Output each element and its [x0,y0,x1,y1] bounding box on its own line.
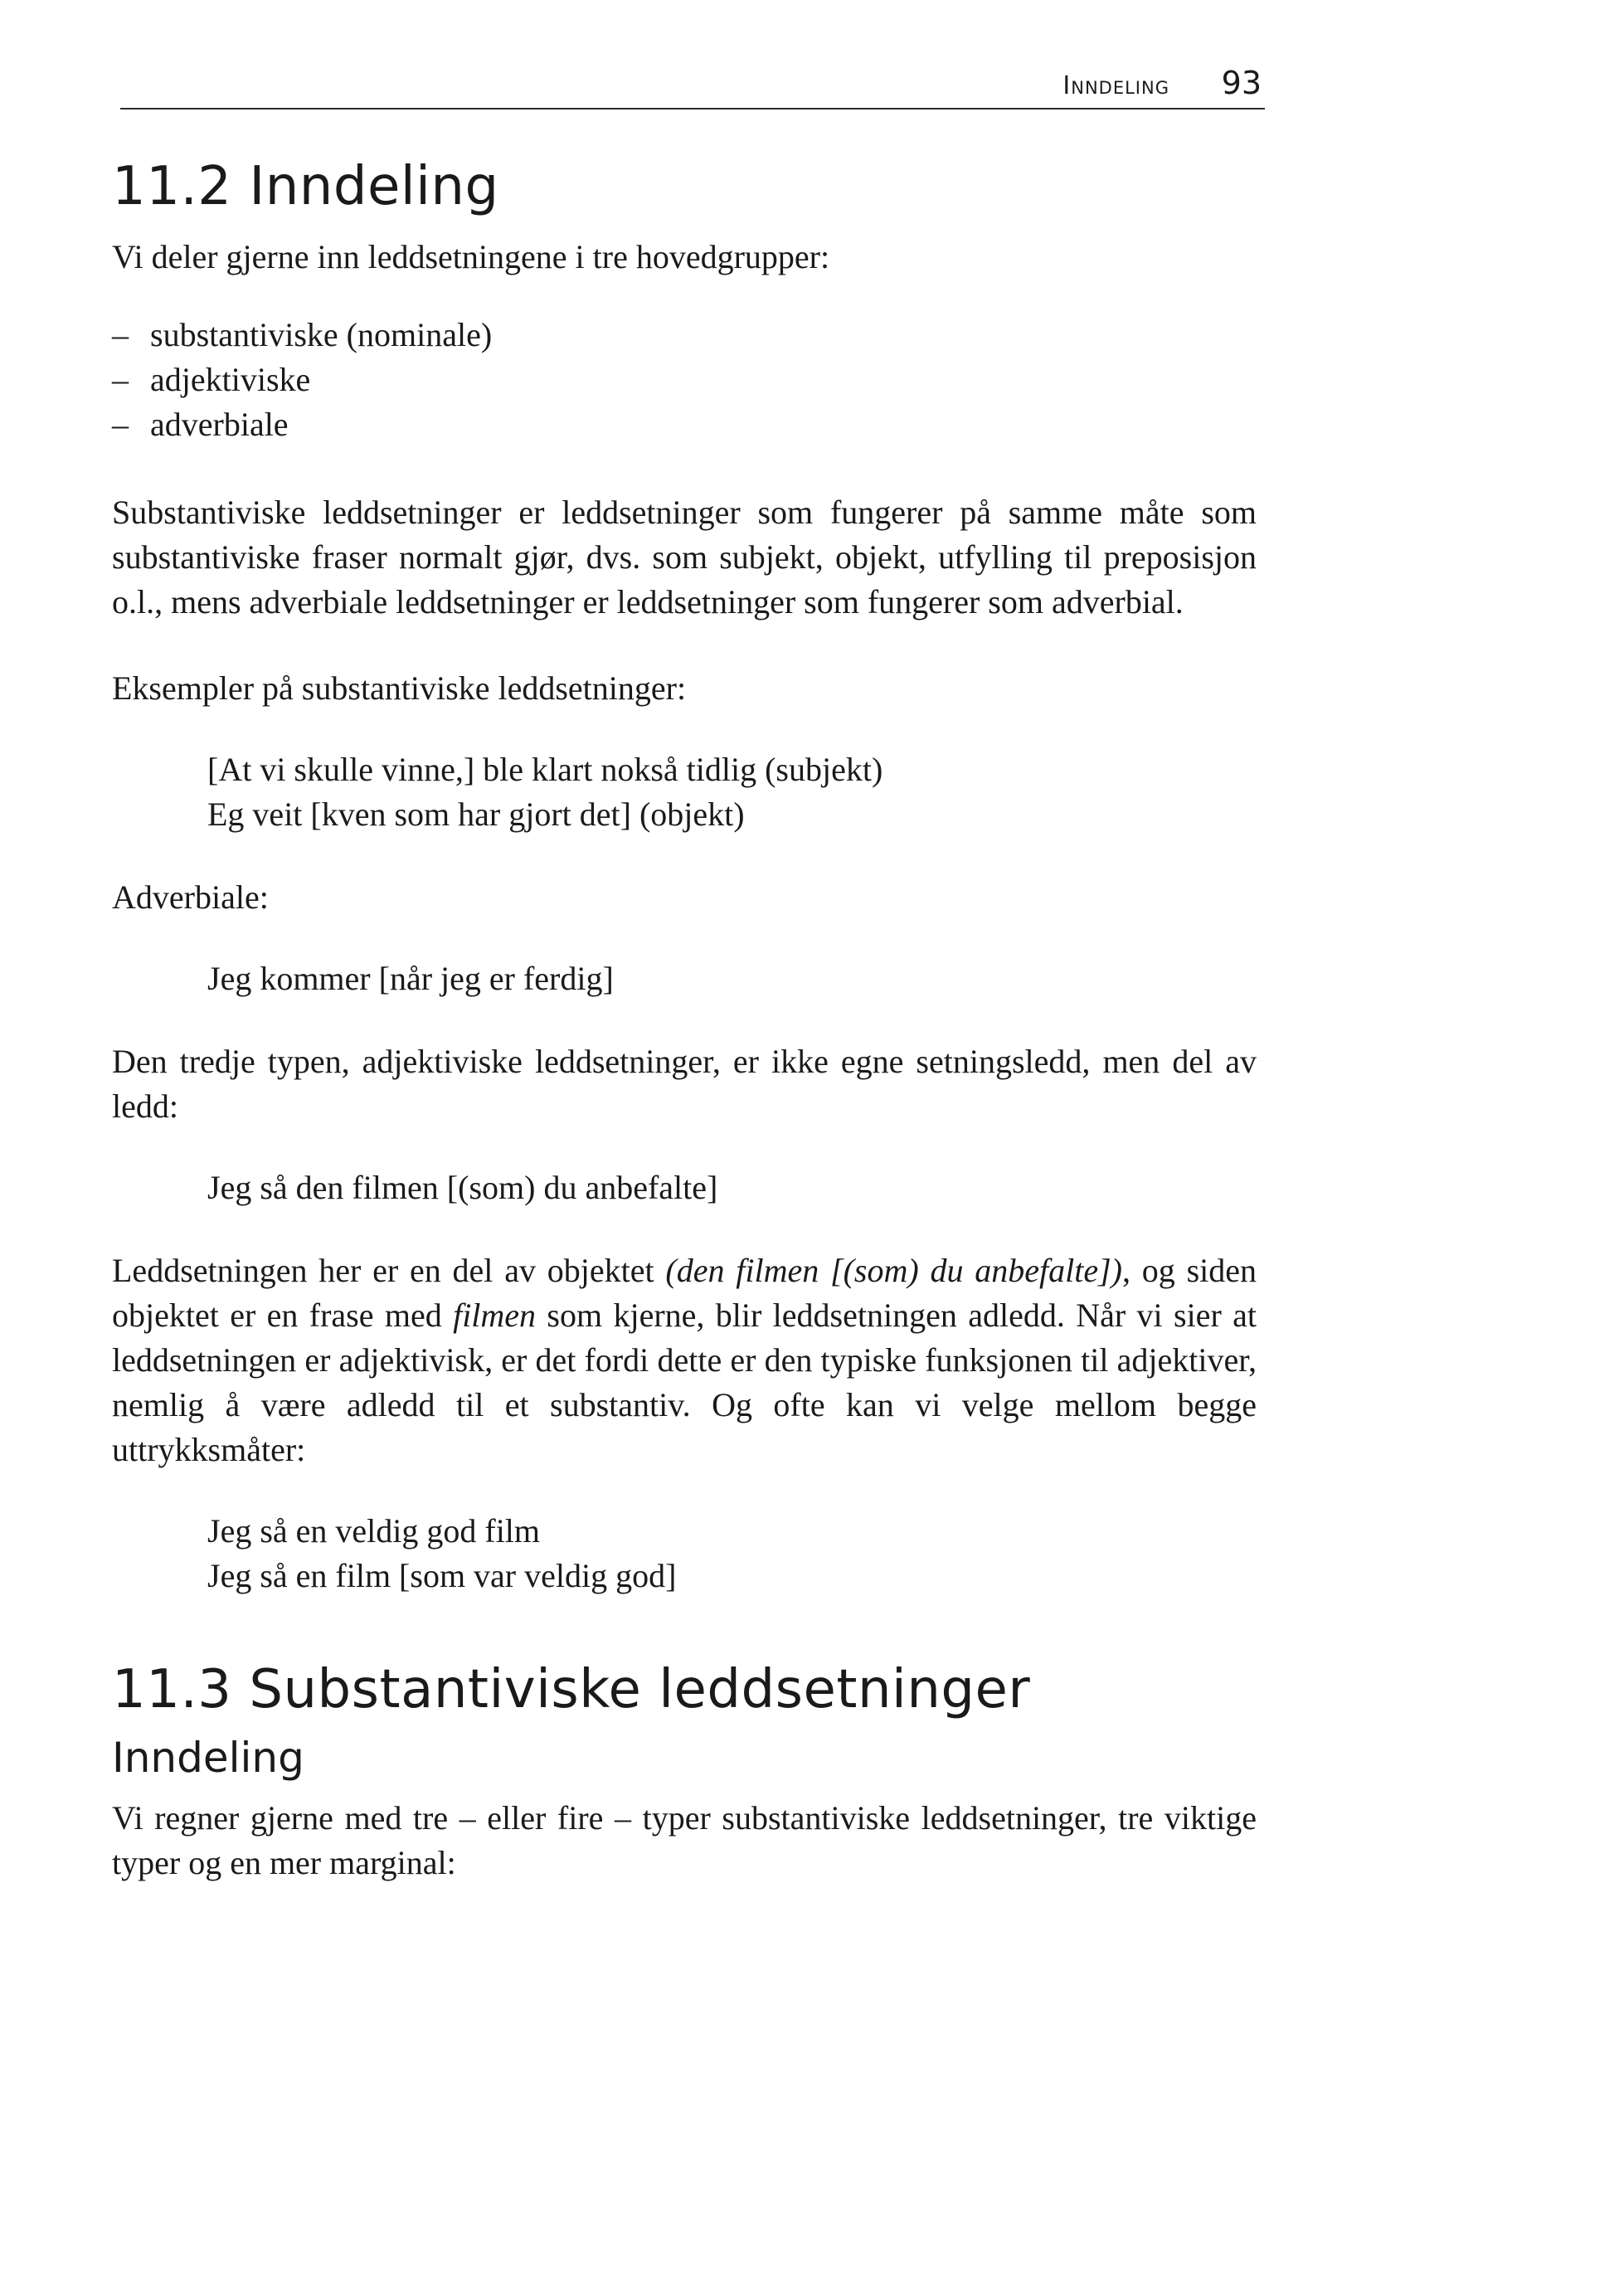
examples-label: Eksempler på substantiviske leddsetninger: [112,669,687,707]
list-item: – adverbiale [112,402,1257,447]
section-heading-11-2: 11.2 Inndeling [112,156,499,217]
example-sentence: Jeg så den filmen [(som) du anbefalte] [207,1169,718,1206]
text-run: , og siden objektet er en frase med [112,1252,1257,1334]
definition-paragraph: Substantiviske leddsetninger er leddsetninger som fungerer på samme måte som substantiviske fraser normalt gjør, dvs. som subjekt, objekt, utfylling til preposisjon o.l., mens adverbiale leddsetninger er leddsetninger som fungerer som adverbial. [112,494,1257,620]
page-number: 93 [1221,65,1262,101]
example-sentence: [At vi skulle vinne,] ble klart nokså tidlig (subjekt) [207,751,883,788]
text-run: Leddsetningen her er en del av objektet [112,1252,666,1289]
page-content [112,153,1257,1927]
running-header-title: Inndeling [1062,71,1169,100]
text-run: som kjerne, blir leddsetningen adledd. Når vi sier at leddsetningen er adjektivisk, er det fordi dette er den typiske funksjonen til adjektiver, nemlig å være adledd til et substantiv. Og ofte kan vi velge mellom begge uttrykksmåter: [112,1297,1257,1468]
types-paragraph: Vi regner gjerne med tre – eller fire – typer substantiviske leddsetninger, tre viktige typer og en mer marginal: [112,1799,1257,1881]
list-item: – adjektiviske [112,358,1257,402]
group-list [112,313,1257,447]
intro-paragraph: Vi deler gjerne inn leddsetningene i tre hovedgrupper: [112,238,830,275]
adverbial-label: Adverbiale: [112,878,269,916]
section-heading-11-3: 11.3 Substantiviske leddsetninger [112,1659,1031,1720]
example-sentence: Jeg så en veldig god film [207,1512,541,1550]
example-sentence: Eg veit [kven som har gjort det] (objekt) [207,795,745,833]
adverbial-examples [207,956,1257,1001]
subsection-heading: Inndeling [112,1734,304,1782]
adjective-examples [207,1165,1257,1210]
italic-text-run: filmen [453,1297,537,1334]
comparison-examples [207,1509,1257,1598]
explanation-paragraph [112,1248,1257,1472]
example-sentence: Jeg så en film [som var veldig god] [207,1557,677,1594]
running-header [120,56,1265,109]
example-sentence: Jeg kommer [når jeg er ferdig] [207,960,614,997]
substantive-examples [207,747,1257,837]
adjective-intro-paragraph: Den tredje typen, adjektiviske leddsetninger, er ikke egne setningsledd, men del av ledd: [112,1043,1257,1125]
italic-text-run: (den filmen [(som) du anbefalte]) [665,1252,1122,1289]
list-item: – substantiviske (nominale) [112,313,1257,358]
